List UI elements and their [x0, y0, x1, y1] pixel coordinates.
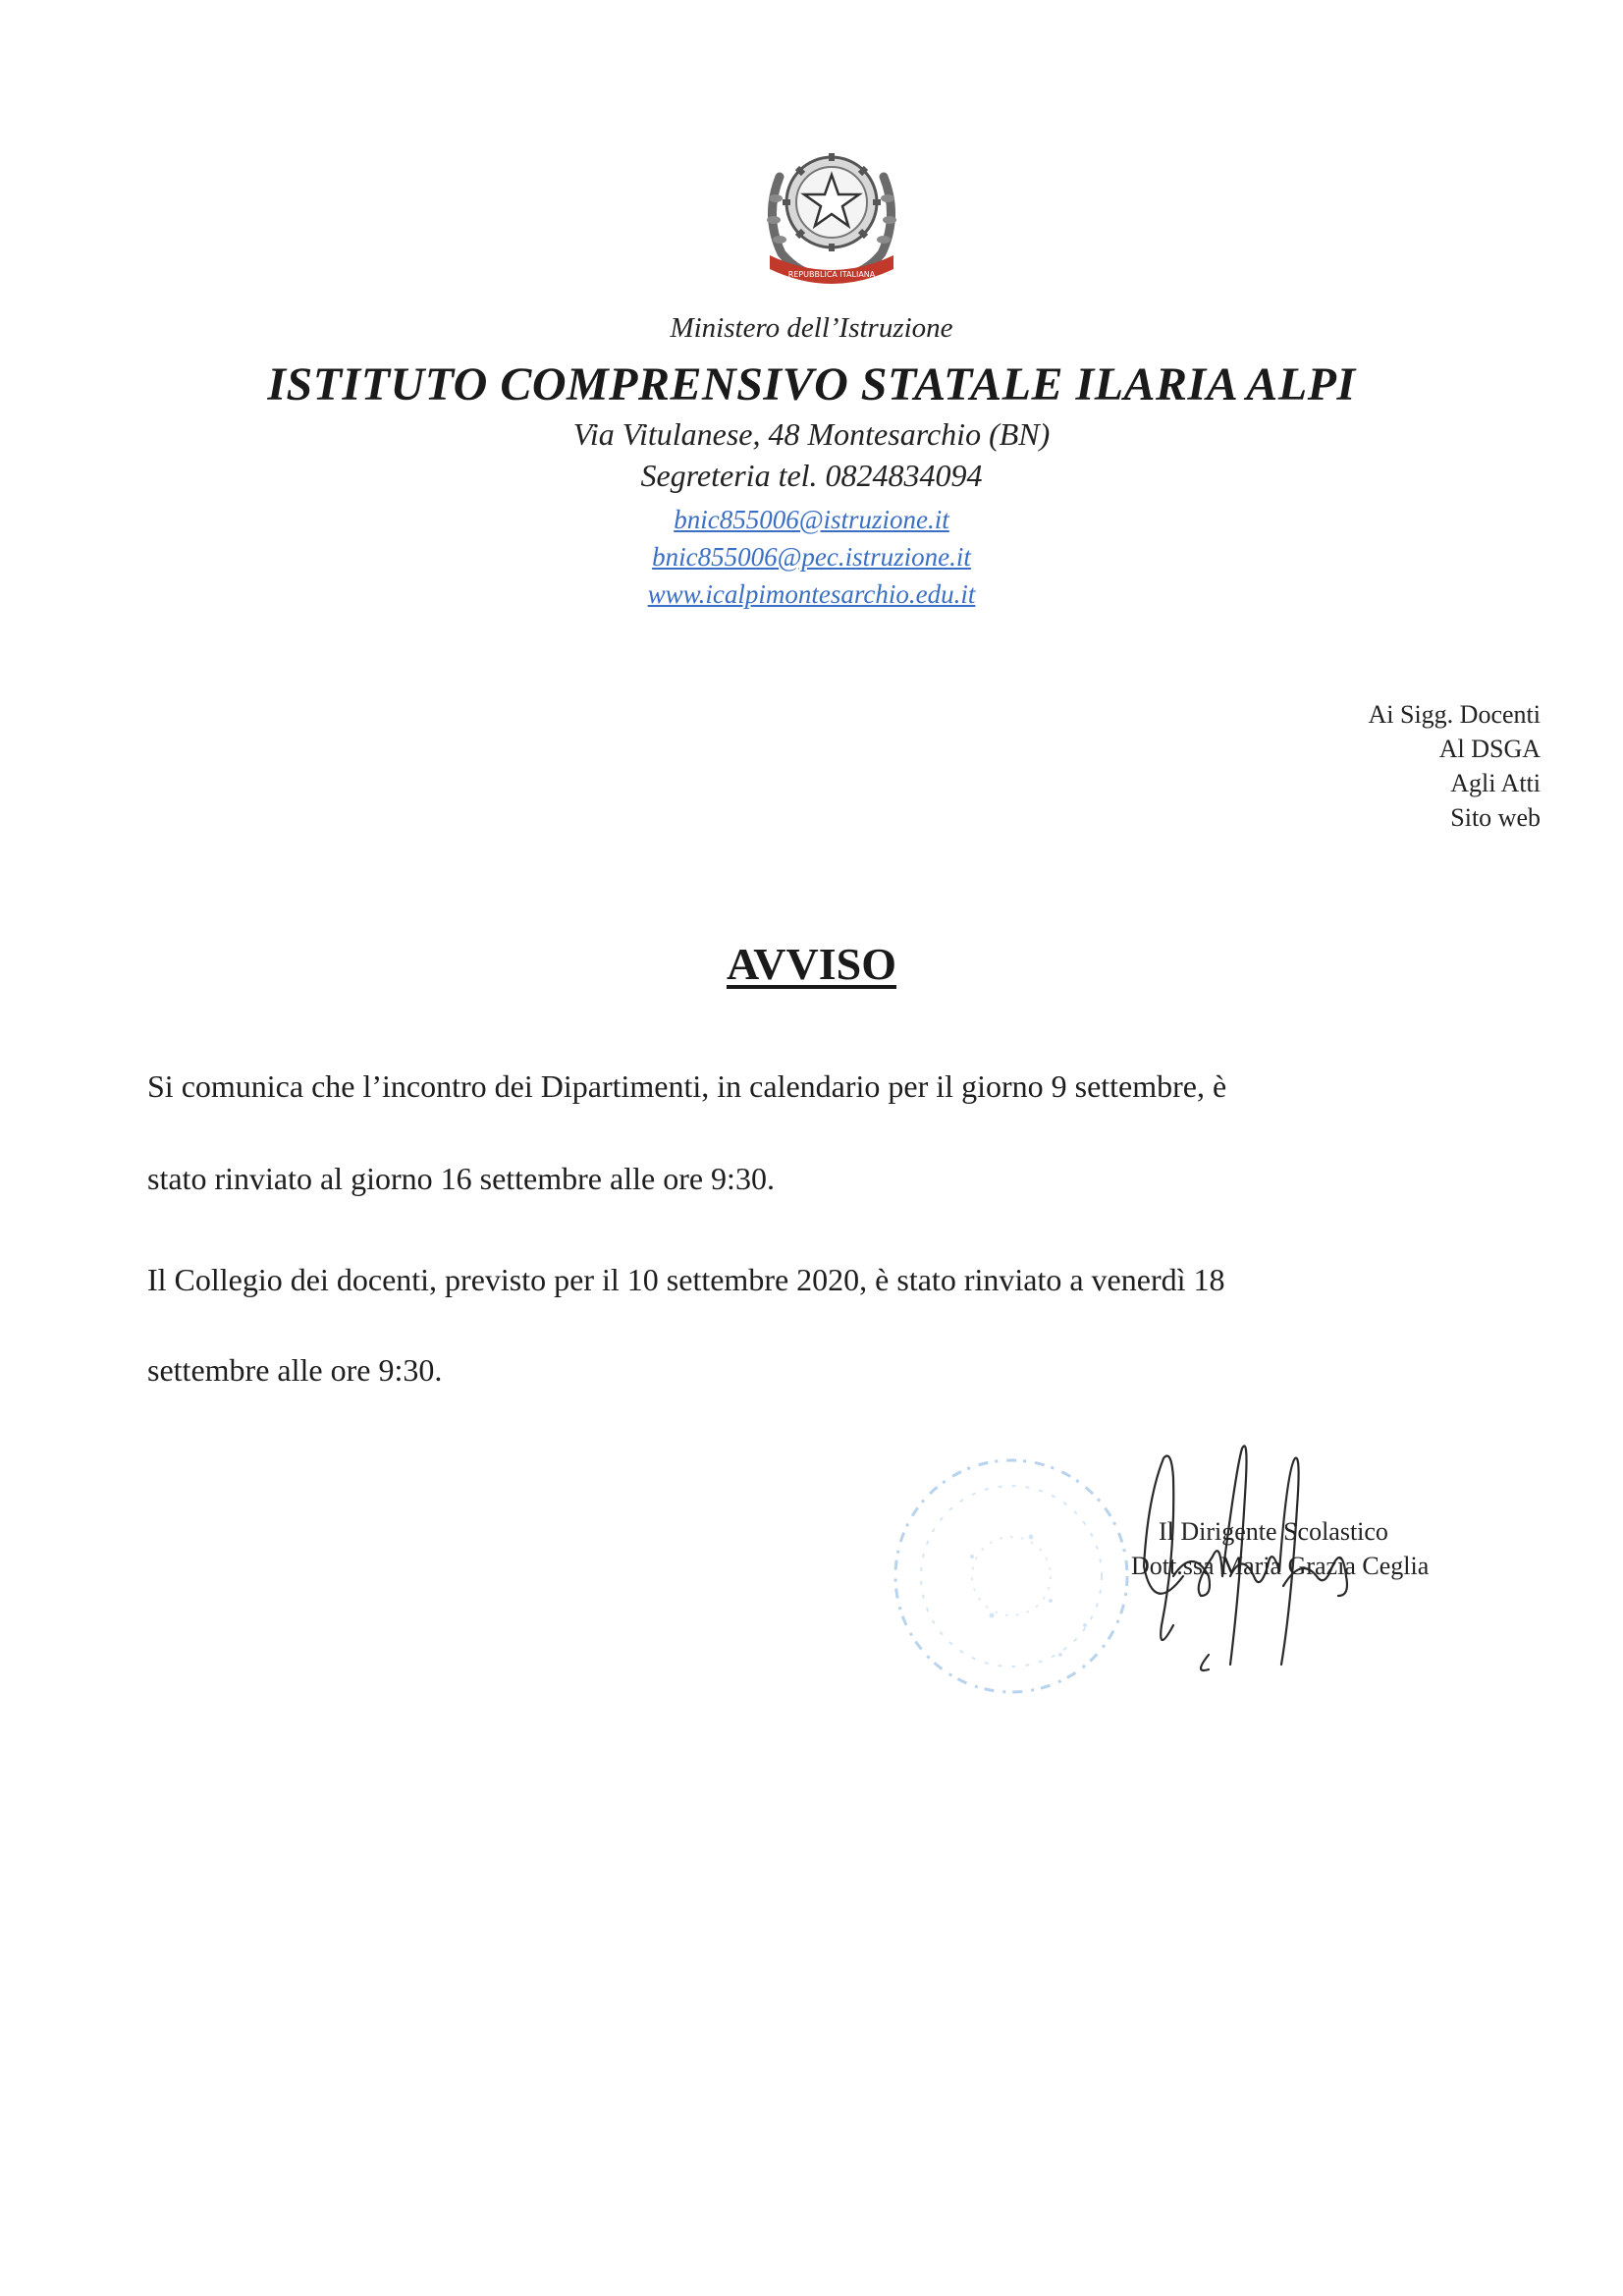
website-link[interactable]: www.icalpimontesarchio.edu.it — [647, 579, 976, 609]
recipient-item: Agli Atti — [1450, 769, 1541, 797]
pec-line — [0, 542, 1623, 573]
email-link[interactable]: bnic855006@istruzione.it — [674, 505, 949, 534]
paragraph-1-line-2: stato rinviato al giorno 16 settembre alle ore 9:30. — [147, 1161, 775, 1196]
school-address: Via Vitulanese, 48 Montesarchio (BN) — [572, 416, 1051, 452]
signer-name: Dott.ssa Maria Grazia Ceglia — [1131, 1552, 1430, 1580]
recipient-item: Al DSGA — [1438, 735, 1541, 763]
email-line — [0, 505, 1623, 535]
recipient-item: Sito web — [1450, 803, 1541, 832]
paragraph-2-line-1: Il Collegio dei docenti, previsto per il 10 settembre 2020, è stato rinviato a venerdì 18 — [147, 1262, 1225, 1297]
italian-republic-emblem-icon — [760, 137, 903, 287]
notice-title: AVVISO — [727, 939, 896, 989]
signer-role: Il Dirigente Scolastico — [1159, 1517, 1388, 1546]
recipient-item: Ai Sigg. Docenti — [1368, 700, 1541, 729]
school-name: ISTITUTO COMPRENSIVO STATALE ILARIA ALPI — [267, 358, 1356, 410]
website-line — [0, 579, 1623, 610]
emblem-ribbon-text: REPUBBLICA ITALIANA — [787, 270, 876, 279]
ministry-name: Ministero dell’Istruzione — [670, 312, 953, 344]
pec-email-link[interactable]: bnic855006@pec.istruzione.it — [652, 542, 971, 572]
paragraph-2-line-2: settembre alle ore 9:30. — [147, 1352, 443, 1388]
recipients-list — [1369, 697, 1542, 835]
paragraph-1-line-1: Si comunica che l’incontro dei Dipartimenti, in calendario per il giorno 9 settembre, è — [147, 1068, 1227, 1104]
school-phone: Segreteria tel. 0824834094 — [640, 458, 983, 493]
